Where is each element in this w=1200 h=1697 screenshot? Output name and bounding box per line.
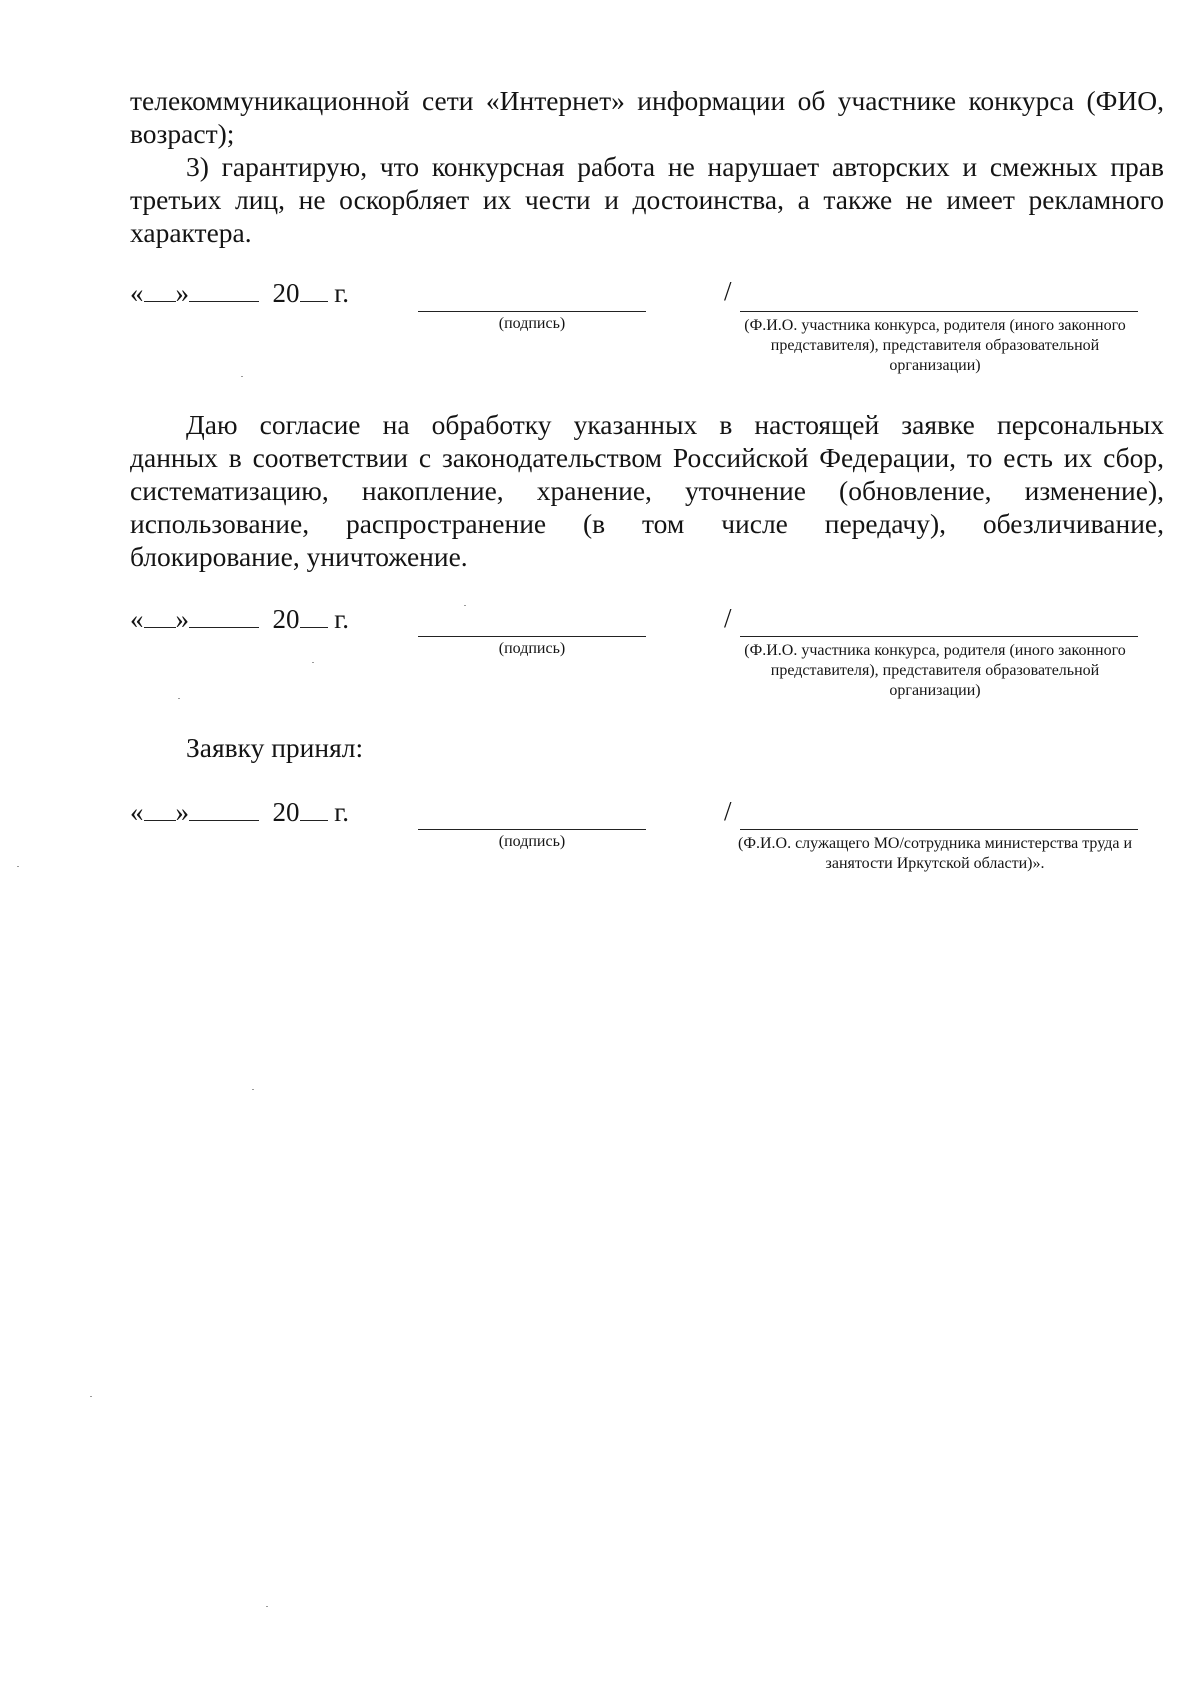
year-suffix: г. (334, 278, 350, 308)
year-prefix: 20 (272, 604, 300, 634)
paragraph-line: возраст); (130, 118, 235, 149)
date-open-quote: « (130, 797, 144, 827)
signature-line (418, 636, 646, 637)
paragraph-line: систематизацию, накопление, хранение, уточнение (обновление, изменение), (130, 475, 1164, 506)
date-close-quote: » (175, 797, 189, 827)
year-prefix: 20 (272, 797, 300, 827)
scan-speck (266, 1606, 268, 1607)
date-field (130, 278, 349, 309)
day-blank (144, 279, 176, 302)
name-caption-line: (Ф.И.О. участника конкурса, родителя (иного законного (744, 317, 1126, 334)
day-blank (144, 605, 176, 628)
scan-speck (464, 605, 466, 606)
year-prefix: 20 (272, 278, 300, 308)
name-line (740, 311, 1138, 312)
date-field (130, 604, 349, 635)
paragraph-line: 3) гарантирую, что конкурсная работа не нарушает авторских и смежных прав (186, 151, 1164, 182)
paragraph-line: характера. (130, 217, 252, 248)
date-field (130, 797, 349, 828)
date-close-quote: » (175, 278, 189, 308)
name-slash: / (724, 796, 732, 826)
paragraph-line: блокирование, уничтожение. (130, 541, 468, 572)
scan-speck (252, 1089, 254, 1090)
year-suffix: г. (334, 604, 350, 634)
scan-speck (241, 376, 243, 377)
paragraph-line: данных в соответствии с законодательством Российской Федерации, то есть их сбор, (130, 442, 1164, 473)
scan-speck (17, 866, 19, 867)
year-blank (300, 279, 328, 302)
name-caption-line: организации) (889, 357, 981, 374)
month-blank (189, 279, 259, 302)
accepted-label: Заявку принял: (186, 732, 364, 763)
name-line (740, 636, 1138, 637)
year-blank (300, 798, 328, 821)
name-slash: / (724, 603, 732, 633)
signature-caption: (подпись) (498, 833, 566, 850)
name-caption-line: представителя), представителя образовательной (770, 337, 1100, 354)
day-blank (144, 798, 176, 821)
month-blank (189, 798, 259, 821)
scan-speck (312, 662, 314, 663)
signature-line (418, 829, 646, 830)
signature-line (418, 311, 646, 312)
name-caption-line: представителя), представителя образовательной (770, 662, 1100, 679)
year-blank (300, 605, 328, 628)
paragraph-line: телекоммуникационной сети «Интернет» информации об участнике конкурса (ФИО, (130, 85, 1164, 116)
month-blank (189, 605, 259, 628)
date-close-quote: » (175, 604, 189, 634)
signature-caption: (подпись) (498, 640, 566, 657)
name-caption-line: организации) (889, 682, 981, 699)
name-caption-line: (Ф.И.О. участника конкурса, родителя (иного законного (744, 642, 1126, 659)
paragraph-line: использование, распространение (в том числе передачу), обезличивание, (130, 508, 1164, 539)
name-caption-line: (Ф.И.О. служащего МО/сотрудника министерства труда и (738, 835, 1132, 852)
paragraph-line: Даю согласие на обработку указанных в настоящей заявке персональных (186, 409, 1164, 440)
year-suffix: г. (334, 797, 350, 827)
date-open-quote: « (130, 278, 144, 308)
scan-speck (90, 1396, 92, 1397)
signature-caption: (подпись) (498, 315, 566, 332)
date-open-quote: « (130, 604, 144, 634)
name-caption-line: занятости Иркутской области)». (825, 855, 1045, 872)
name-slash: / (724, 276, 732, 306)
paragraph-line: третьих лиц, не оскорбляет их чести и достоинства, а также не имеет рекламного (130, 184, 1164, 215)
name-line (740, 829, 1138, 830)
scan-speck (178, 698, 180, 699)
